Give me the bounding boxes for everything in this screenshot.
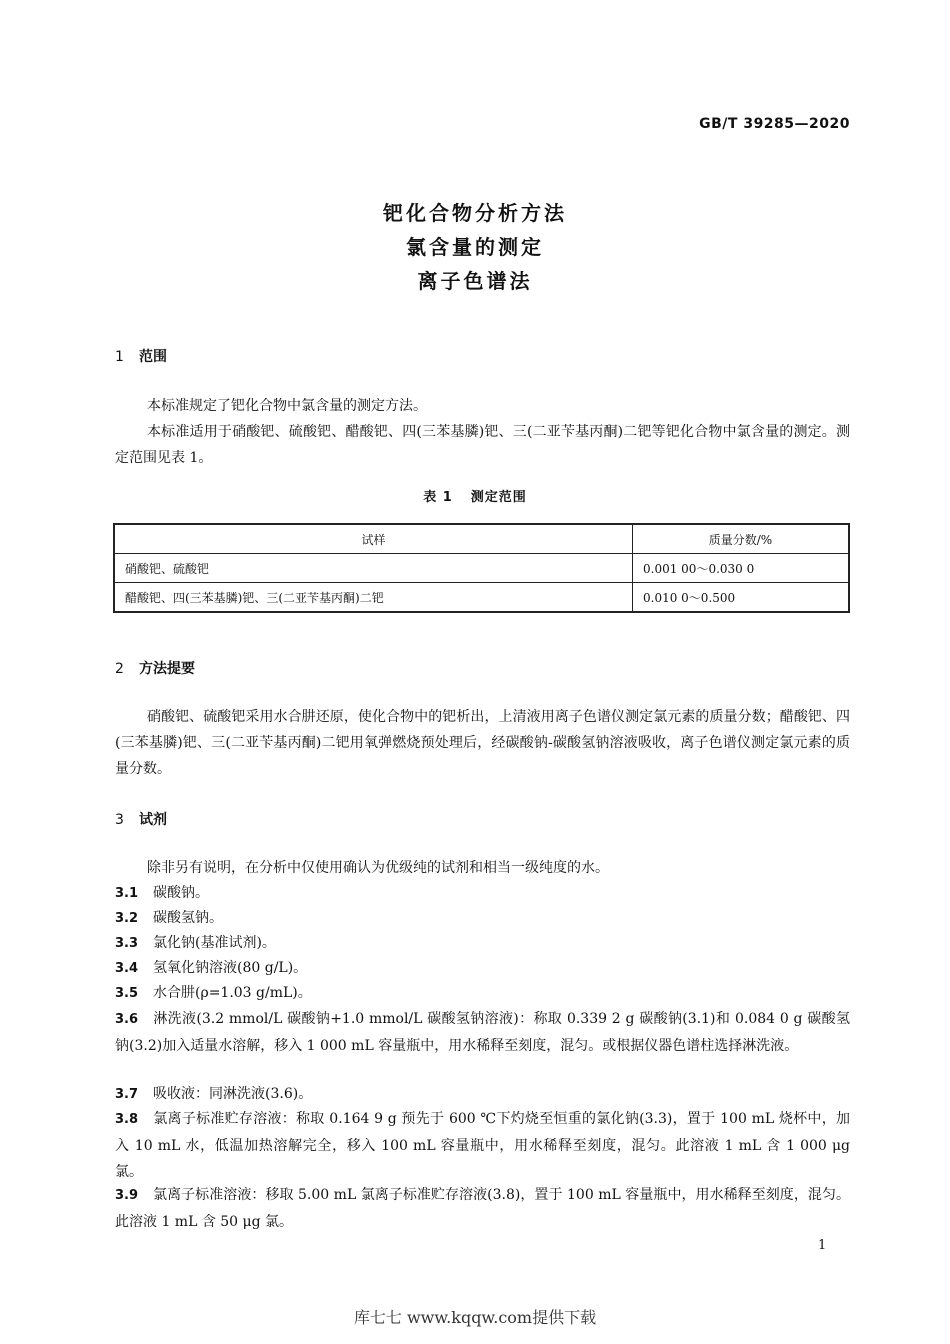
list-item — [115, 1006, 850, 1059]
table-cell: 硝酸钯、硫酸钯 — [114, 554, 633, 583]
item-number: 3.4 — [115, 961, 139, 976]
item-text: 吸收液：同淋洗液(3.6)。 — [153, 1086, 313, 1102]
item-text: 氯化钠(基准试剂)。 — [153, 935, 276, 951]
section-title: 试剂 — [139, 812, 167, 828]
item-text: 碳酸钠。 — [153, 885, 209, 901]
list-item — [115, 955, 850, 982]
list-item — [115, 880, 850, 907]
section-number: 3 — [115, 812, 124, 828]
standard-number: GB/T 39285—2020 — [699, 116, 850, 132]
table-caption — [0, 486, 950, 505]
list-item — [115, 980, 850, 1007]
table-header-row — [114, 524, 849, 554]
item-text: 氢氧化钠溶液(80 g/L)。 — [153, 960, 308, 976]
table-header-cell: 质量分数/% — [633, 524, 850, 554]
table-cell: 0.001 00～0.030 0 — [633, 554, 850, 583]
item-number: 3.3 — [115, 936, 139, 951]
list-item — [115, 1182, 850, 1235]
item-number: 3.9 — [115, 1188, 139, 1203]
list-item — [115, 930, 850, 957]
item-text: 氯离子标准溶液：移取 5.00 mL 氯离子标准贮存溶液(3.8)，置于 100 mL 容量瓶中，用水稀释至刻度，混匀。此溶液 1 mL 含 50 μg 氯。 — [115, 1187, 850, 1230]
item-text: 氯离子标准贮存溶液：称取 0.164 9 g 预先于 600 ℃下灼烧至恒重的氯化钠(3.3)，置于 100 mL 烧杯中，加入 10 mL 水，低温加热溶解完全，移入 100 mL 容量瓶中，用水稀释至刻度，混匀。此溶液 1 mL 含 1 000 μg 氯。 — [115, 1111, 850, 1180]
section-title: 范围 — [139, 349, 167, 365]
list-item — [115, 1081, 850, 1108]
table-cell: 醋酸钯、四(三苯基膦)钯、三(二亚苄基丙酮)二钯 — [114, 583, 633, 613]
section-3-intro: 除非另有说明，在分析中仅使用确认为优级纯的试剂和相当一级纯度的水。 — [147, 860, 609, 876]
section-2-paragraph: 硝酸钯、硫酸钯采用水合肼还原，使化合物中的钯析出，上清液用离子色谱仪测定氯元素的质量分数；醋酸钯、四(三苯基膦)钯、三(二亚苄基丙酮)二钯用氧弹燃烧预处理后，经碳酸钠-碳酸氢钠溶液吸收，离子色谱仪测定氯元素的质量分数。 — [115, 709, 850, 777]
section-title: 方法提要 — [139, 661, 195, 677]
item-number: 3.5 — [115, 986, 139, 1001]
section-3-heading — [115, 809, 167, 829]
range-table — [113, 523, 850, 613]
table-row — [114, 583, 849, 613]
download-footer: 库七七 www.kqqw.com提供下载 — [353, 1308, 597, 1327]
item-text: 碳酸氢钠。 — [153, 910, 223, 926]
table-header-cell: 试样 — [114, 524, 633, 554]
page-number: 1 — [818, 1238, 827, 1253]
item-text: 水合肼(ρ=1.03 g/mL)。 — [153, 985, 312, 1001]
item-number: 3.7 — [115, 1087, 139, 1102]
title-line-3: 离子色谱法 — [417, 269, 533, 293]
item-number: 3.8 — [115, 1112, 139, 1127]
table-label: 表 1 — [423, 490, 453, 505]
section-2-heading — [115, 658, 195, 678]
document-title — [0, 196, 950, 298]
title-line-2: 氯含量的测定 — [406, 235, 544, 259]
item-number: 3.6 — [115, 1012, 139, 1027]
table-row — [114, 554, 849, 583]
section-number: 2 — [115, 661, 124, 677]
item-number: 3.2 — [115, 911, 139, 926]
title-line-1: 钯化合物分析方法 — [383, 201, 567, 225]
section-1-paragraph-2: 本标准适用于硝酸钯、硫酸钯、醋酸钯、四(三苯基膦)钯、三(二亚苄基丙酮)二钯等钯化合物中氯含量的测定。测定范围见表 1。 — [115, 424, 850, 466]
list-item — [115, 1106, 850, 1185]
section-number: 1 — [115, 349, 124, 365]
table-cell: 0.010 0～0.500 — [633, 583, 850, 613]
item-number: 3.1 — [115, 886, 139, 901]
item-text: 淋洗液(3.2 mmol/L 碳酸钠+1.0 mmol/L 碳酸氢钠溶液)：称取 0.339 2 g 碳酸钠(3.1)和 0.084 0 g 碳酸氢钠(3.2)加入适量水溶解，移入 1 000 mL 容量瓶中，用水稀释至刻度，混匀。或根据仪器色谱柱选择淋洗液。 — [115, 1011, 850, 1054]
list-item — [115, 905, 850, 932]
section-1-paragraph-1: 本标准规定了钯化合物中氯含量的测定方法。 — [147, 398, 427, 414]
table-caption-text: 测定范围 — [470, 490, 527, 505]
section-1-heading — [115, 346, 167, 366]
